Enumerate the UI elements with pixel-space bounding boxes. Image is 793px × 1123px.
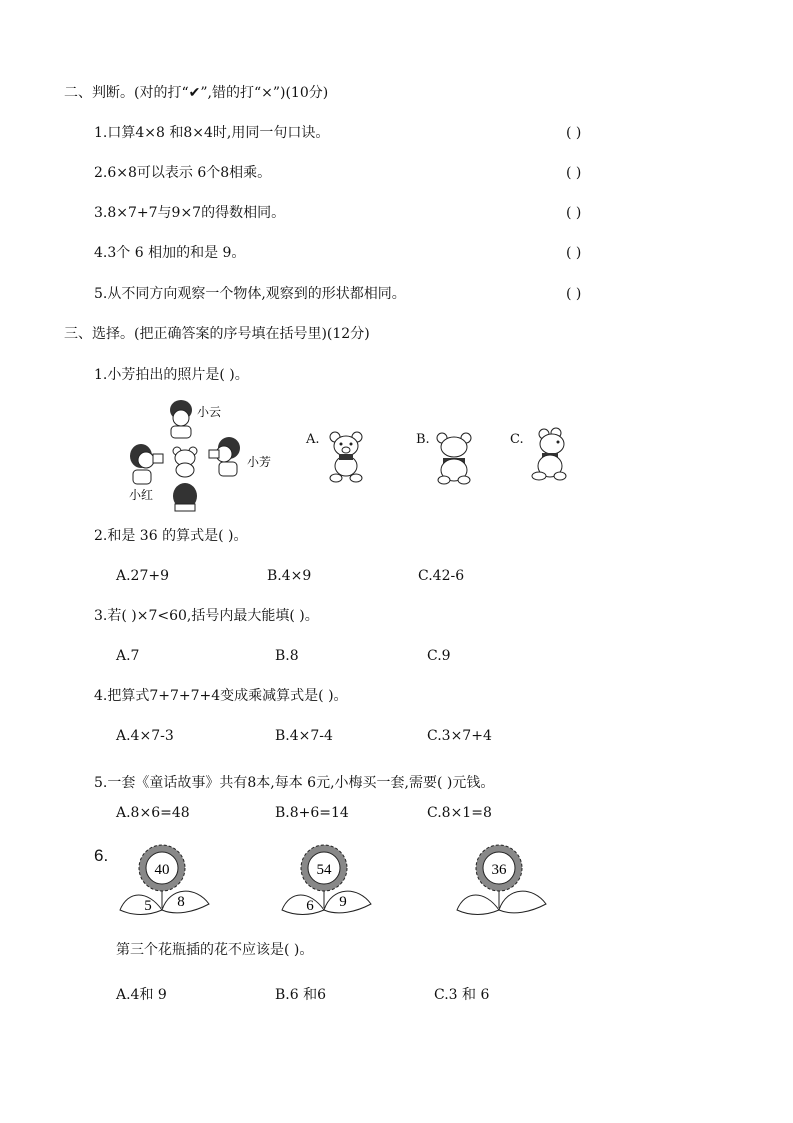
question-3: 3.若( )×7<60,括号内最大能填( )。: [94, 608, 319, 624]
name-top: 小云: [197, 405, 222, 419]
question-6-number: 6.: [94, 846, 109, 865]
flower-3: [455, 838, 550, 920]
flower-2-left: 6: [306, 898, 314, 914]
observation-figure: [125, 396, 285, 511]
flower-3-center: 36: [491, 862, 507, 878]
question-2: 2.和是 36 的算式是( )。: [94, 528, 248, 544]
q5-option-a[interactable]: A.8×6=48: [116, 805, 190, 821]
child-right-icon: [209, 437, 240, 476]
section2-heading: 二、判断。(对的打“✔”,错的打“×”)(10分): [64, 85, 329, 101]
flower-2-right: 9: [339, 894, 347, 910]
q3-option-c[interactable]: C.9: [427, 648, 451, 664]
flower-1-center: 40: [154, 862, 170, 878]
section3-heading: 三、选择。(把正确答案的序号填在括号里)(12分): [64, 326, 370, 342]
answer-paren-3[interactable]: ( ): [566, 205, 582, 221]
name-right: 小芳: [247, 455, 272, 469]
judge-item-3: 3.8×7+7与9×7的得数相同。: [94, 205, 286, 221]
judge-item-1: 1.口算4×8 和8×4时,用同一句口诀。: [94, 125, 330, 141]
q1-option-a-label[interactable]: A.: [306, 432, 320, 447]
q2-option-a[interactable]: A.27+9: [116, 568, 170, 584]
flower-2-right-leaf: [324, 891, 371, 913]
q1-option-b-label[interactable]: B.: [416, 432, 430, 447]
q2-option-c[interactable]: C.42-6: [418, 568, 465, 584]
flower-1-left-leaf: [120, 895, 162, 915]
bear-side-icon[interactable]: [530, 428, 570, 483]
flower-1-left: 5: [144, 898, 152, 914]
child-top-icon: [170, 400, 192, 438]
q5-option-b[interactable]: B.8+6=14: [275, 805, 349, 821]
flower-1-right: 8: [177, 894, 185, 910]
judge-item-4: 4.3个 6 相加的和是 9。: [94, 245, 246, 261]
q6-option-c[interactable]: C.3 和 6: [434, 987, 490, 1003]
question-4: 4.把算式7+7+7+4变成乘减算式是( )。: [94, 688, 348, 704]
q3-option-b[interactable]: B.8: [275, 648, 299, 664]
answer-paren-1[interactable]: ( ): [566, 125, 582, 141]
answer-paren-4[interactable]: ( ): [566, 245, 582, 261]
answer-paren-5[interactable]: ( ): [566, 286, 582, 302]
q4-option-a[interactable]: A.4×7-3: [116, 728, 174, 744]
flower-2: [280, 838, 375, 920]
bear-front-icon[interactable]: [326, 430, 366, 485]
flower-2-center: 54: [316, 862, 332, 878]
q3-option-a[interactable]: A.7: [116, 648, 140, 664]
judge-item-2: 2.6×8可以表示 6个8相乘。: [94, 165, 272, 181]
q5-option-c[interactable]: C.8×1=8: [427, 805, 492, 821]
question-6: 第三个花瓶插的花不应该是( )。: [116, 942, 314, 958]
flower-3-left-leaf: [457, 895, 499, 915]
q6-option-b[interactable]: B.6 和6: [275, 987, 327, 1003]
question-1: 1.小芳拍出的照片是( )。: [94, 367, 249, 383]
child-left-icon: [130, 444, 163, 484]
q1-option-c-label[interactable]: C.: [510, 432, 524, 447]
flower-2-left-leaf: [282, 895, 324, 915]
q6-option-a[interactable]: A.4和 9: [116, 987, 167, 1003]
q4-option-c[interactable]: C.3×7+4: [427, 728, 492, 744]
q4-option-b[interactable]: B.4×7-4: [275, 728, 333, 744]
flower-1: [118, 838, 213, 920]
bear-center-icon: [173, 447, 197, 477]
child-bottom-icon: [173, 483, 197, 511]
flower-1-right-leaf: [162, 891, 209, 913]
judge-item-5: 5.从不同方向观察一个物体,观察到的形状都相同。: [94, 286, 406, 302]
question-5: 5.一套《童话故事》共有8本,每本 6元,小梅买一套,需要( )元钱。: [94, 775, 495, 791]
bear-back-icon[interactable]: [434, 432, 474, 487]
answer-paren-2[interactable]: ( ): [566, 165, 582, 181]
name-left: 小红: [129, 488, 154, 502]
flower-3-right-leaf: [499, 891, 546, 913]
q2-option-b[interactable]: B.4×9: [267, 568, 312, 584]
